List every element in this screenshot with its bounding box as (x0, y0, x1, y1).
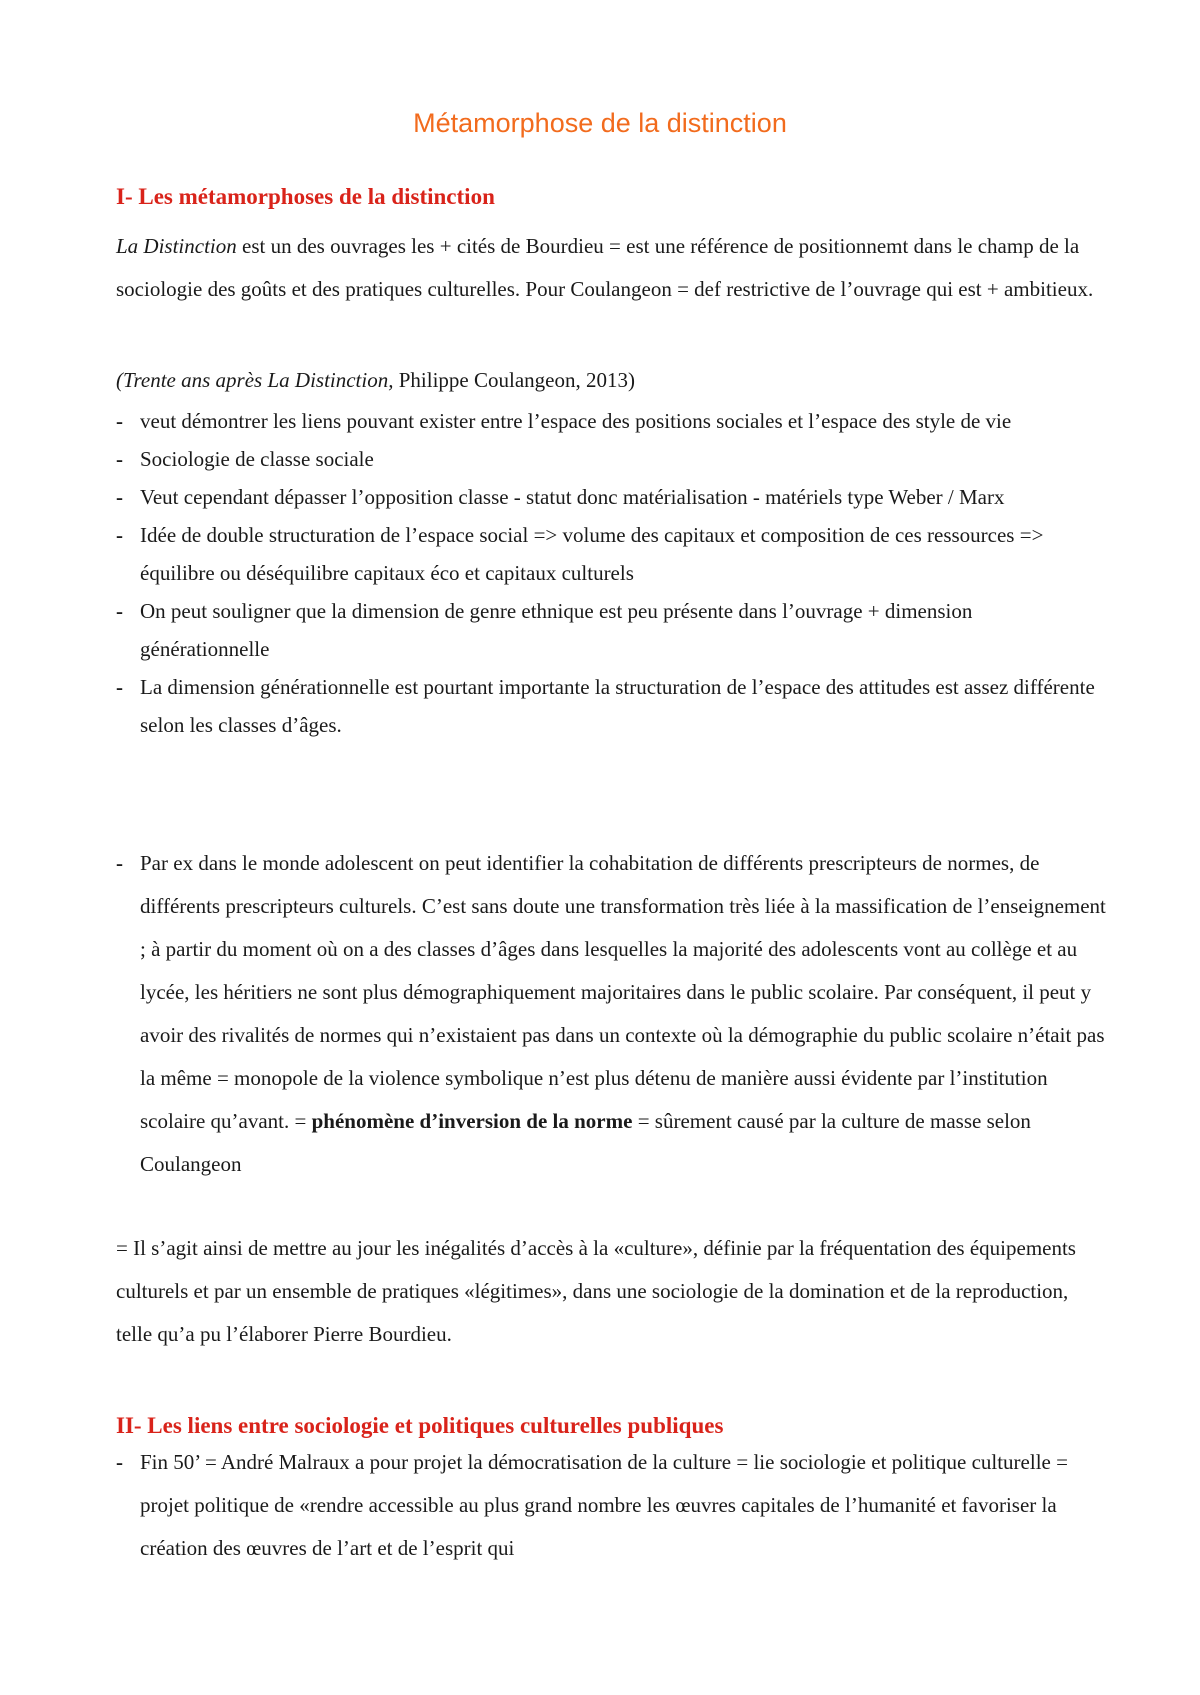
bullet-marker: - (116, 675, 123, 699)
list-item (116, 592, 1106, 668)
list-item (116, 842, 1106, 1186)
section-2-bullet-list (116, 1441, 1106, 1570)
page-title: Métamorphose de la distinction (413, 108, 787, 138)
long-bullet-text-before: Par ex dans le monde adolescent on peut identifier la cohabitation de différents prescripteurs de normes, de différents prescripteurs culturels. C’est sans doute une transformation très liée à la massification de l’enseignement ; à partir du moment où on a des classes d’âges dans lesquelles la majorité des adolescents vont au collège et au lycée, les héritiers ne sont plus démographiquement majoritaires dans le public scolaire. Par conséquent, il peut y avoir des rivalités de normes qui n’existaient pas dans un contexte où la démographie du public scolaire n’était pas la même = monopole de la violence symbolique n’est plus détenu de manière aussi évidente par l’institution scolaire qu’avant. = (140, 851, 1106, 1133)
long-bullet-emphasis: phénomène d’inversion de la norme (311, 1109, 633, 1133)
section-1-conclusion: = Il s’agit ainsi de mettre au jour les inégalités d’accès à la «culture», définie par la fréquentation des équipements culturels et par un ensemble de pratiques «légitimes», dans une sociologie de la domination et de la reproduction, telle qu’a pu l’élaborer Pierre Bourdieu. (116, 1236, 1076, 1346)
bullet-marker: - (116, 447, 123, 471)
list-item-text: Sociologie de classe sociale (140, 447, 374, 471)
bullet-marker: - (116, 523, 123, 547)
list-item-text (140, 842, 1106, 1186)
intro-text: est un des ouvrages les + cités de Bourdieu = est une référence de positionnemt dans le champ de la sociologie des goûts et des pratiques culturelles. Pour Coulangeon = def restrictive de l’ouvrage qui est + ambitieux. (116, 234, 1094, 301)
intro-book-title: La Distinction (116, 234, 237, 258)
section-1-long-bullet (116, 842, 1106, 1186)
bullet-marker: - (116, 851, 123, 875)
list-item-text: La dimension générationnelle est pourtant importante la structuration de l’espace des attitudes est assez différente selon les classes d’âges. (140, 675, 1095, 737)
citation-italic: (Trente ans après La Distinction, (116, 368, 394, 392)
section-1-bullet-list (116, 402, 1106, 744)
list-item (116, 440, 1106, 478)
list-item (116, 668, 1106, 744)
list-item (116, 402, 1106, 440)
bullet-marker: - (116, 409, 123, 433)
list-item (116, 1441, 1106, 1570)
section-1-heading: I- Les métamorphoses de la distinction (116, 184, 495, 209)
list-item-text: Idée de double structuration de l’espace social => volume des capitaux et composition de ces ressources => équilibre ou déséquilibre capitaux éco et capitaux culturels (140, 523, 1044, 585)
list-item-text: On peut souligner que la dimension de genre ethnique est peu présente dans l’ouvrage + dimension générationnelle (140, 599, 973, 661)
list-item (116, 478, 1106, 516)
bullet-marker: - (116, 599, 123, 623)
list-item-text: veut démontrer les liens pouvant exister entre l’espace des positions sociales et l’espace des style de vie (140, 409, 1012, 433)
section-1-intro (116, 225, 1096, 311)
bullet-marker: - (116, 485, 123, 509)
section-1-citation (116, 365, 635, 395)
citation-text: Philippe Coulangeon, 2013) (393, 368, 635, 392)
list-item (116, 516, 1106, 592)
list-item-text: Fin 50’ = André Malraux a pour projet la démocratisation de la culture = lie sociologie et politique culturelle = projet politique de «rendre accessible au plus grand nombre les œuvres capitales de l’humanité et favoriser la création des œuvres de l’art et de l’esprit qui (140, 1450, 1068, 1560)
list-item-text: Veut cependant dépasser l’opposition classe - statut donc matérialisation - matériels type Weber / Marx (140, 485, 1005, 509)
section-2-heading: II- Les liens entre sociologie et politiques culturelles publiques (116, 1413, 724, 1438)
long-bullet-text-after: = sûrement causé par la culture de masse selon Coulangeon (140, 1109, 1031, 1176)
bullet-marker: - (116, 1450, 123, 1474)
